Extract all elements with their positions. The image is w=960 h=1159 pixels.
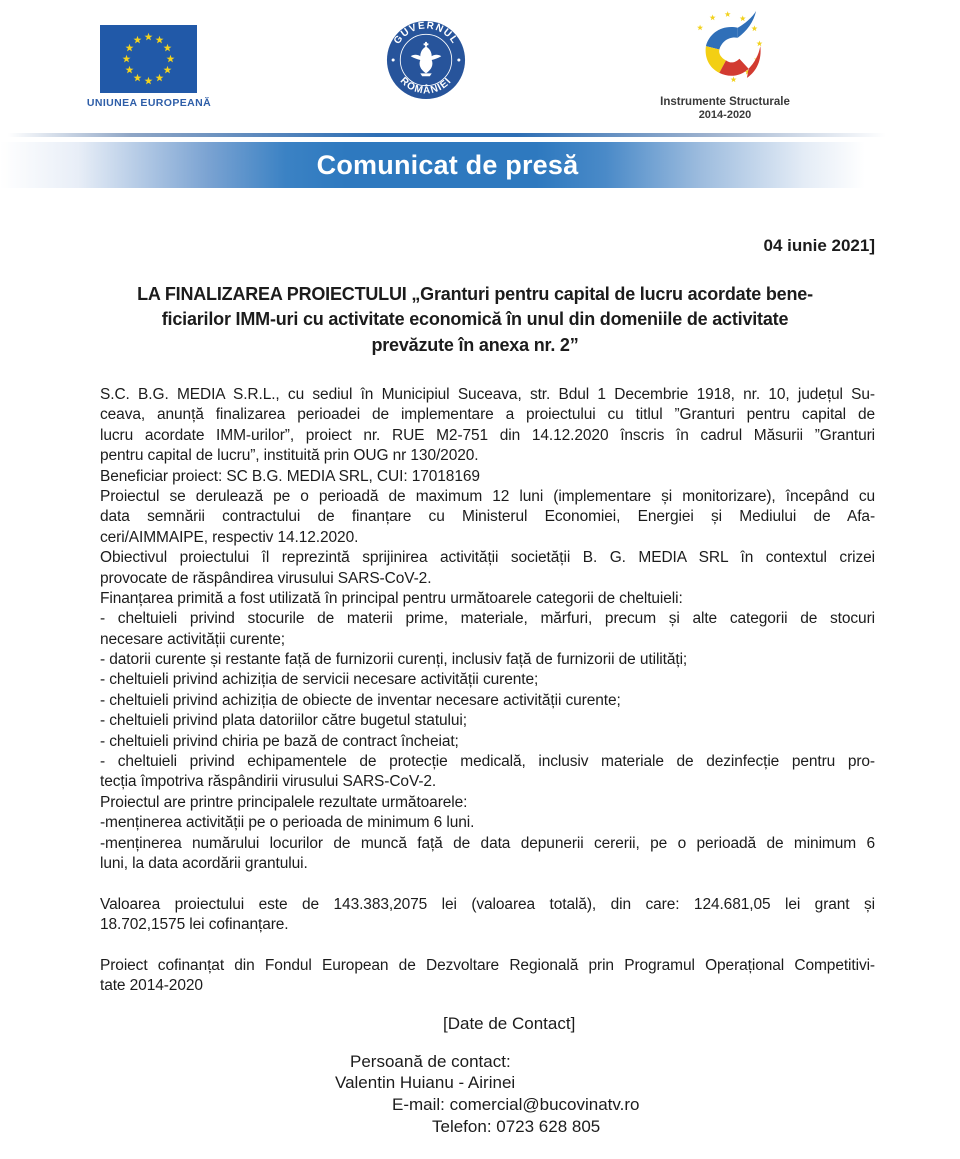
body-line: tate 2014-2020: [100, 977, 203, 995]
body-line: Finanțarea primită a fost utilizată în principal pentru următoarele categorii de cheltuieli:: [100, 589, 683, 607]
banner-top-rule: [8, 133, 886, 137]
body-line: Proiectul se derulează pe o perioadă de maximum 12 luni (implementare și monitorizare), începând cu: [100, 487, 875, 505]
body-line: provocate de răspândirea virusului SARS-CoV-2.: [100, 569, 432, 587]
body-line: - cheltuieli privind chiria pe bază de contract încheiat;: [100, 732, 459, 750]
body-line: - cheltuieli privind plata datoriilor către bugetul statului;: [100, 712, 467, 730]
body-block: [100, 385, 875, 997]
title-line: LA FINALIZAREA PROIECTULUI „Granturi pentru capital de lucru acordate bene-: [137, 284, 813, 304]
structural-instruments-label: Instrumente Structurale: [660, 96, 790, 108]
title-line: ficiarilor IMM-uri cu activitate economică în unul din domeniile de activitate: [161, 309, 789, 330]
body-line: 18.702,1575 lei cofinanțare.: [100, 916, 289, 934]
body-line: -menținerea activității pe o perioada de minimum 6 luni.: [100, 814, 475, 832]
body-line: Valoarea proiectului este de 143.383,2075 lei (valoarea totală), din care: 124.681,05 lei grant și: [100, 895, 875, 913]
contact-phone: Telefon: 0723 628 805: [432, 1117, 601, 1136]
contact-person-name: Valentin Huianu - Airinei: [335, 1073, 516, 1092]
banner-title: Comunicat de presă: [316, 150, 579, 180]
body-line: necesare activității curente;: [100, 630, 285, 648]
document-title: [90, 282, 860, 358]
body-line: tecția împotriva răspândirii virusului SARS-CoV-2.: [100, 773, 437, 791]
body-line: ceava, anunță finalizarea perioadei de implementare a proiectului cu titlul ”Granturi pentru capital de: [100, 406, 875, 424]
gov-seal-bottom-text: ROMÂNIEI: [397, 75, 455, 97]
contact-person-label: Persoană de contact:: [350, 1052, 511, 1071]
body-line: - datorii curente și restante față de furnizorii curenți, inclusiv față de furnizorii de utilități;: [100, 651, 688, 669]
eu-flag-label: UNIUNEA EUROPEANĂ: [86, 97, 212, 109]
body-line: S.C. B.G. MEDIA S.R.L., cu sediul în Municipiul Suceava, str. Bdul 1 Decembrie 1918, nr. 10, județul Su-: [100, 386, 875, 403]
body-line: - cheltuieli privind echipamentele de protecție medicală, inclusiv materiale de dezinfecție pentru pro-: [100, 753, 875, 771]
contact-header: [Date de Contact]: [443, 1014, 576, 1033]
romanian-government-seal-logo: [386, 20, 466, 100]
body-line: data semnării contractului de finanțare cu Ministerul Economiei, Energiei și Mediului de Afa-: [100, 508, 875, 526]
body-line: - cheltuieli privind achiziția de servicii necesare activității curente;: [100, 671, 539, 689]
body-line: -menținerea numărului locurilor de muncă față de data depunerii cererii, pe o perioadă de minimum 6: [100, 834, 875, 852]
body-line: [100, 936, 875, 956]
title-line: prevăzute în anexa nr. 2”: [371, 334, 579, 355]
body-line: Obiectivul proiectului îl reprezintă sprijinirea activității societății B. G. MEDIA SRL în contextul crizei: [100, 549, 875, 567]
body-line: - cheltuieli privind achiziția de obiecte de inventar necesare activității curente;: [100, 691, 621, 709]
body-line: Proiectul are printre principalele rezultate următoarele:: [100, 793, 468, 811]
contact-email: E-mail: comercial@bucovinatv.ro: [392, 1095, 640, 1114]
body-line: - cheltuieli privind stocurile de materii prime, materiale, mărfuri, precum și alte categorii de stocuri: [100, 610, 875, 628]
body-line: [100, 874, 875, 894]
structural-instruments-years: 2014-2020: [698, 109, 752, 121]
body-line: lucru acordate IMM-urilor”, proiect nr. RUE M2-751 din 14.12.2020 înscris în cadrul Măsurii ”Granturi: [100, 426, 875, 444]
gov-seal-top-text: GUVERNUL: [391, 20, 461, 47]
body-line: pentru capital de lucru”, instituită prin OUG nr 130/2020.: [100, 447, 479, 465]
body-line: Beneficiar proiect: SC B.G. MEDIA SRL, CUI: 17018169: [100, 467, 480, 485]
date-line: 04 iunie 2021]: [763, 236, 875, 255]
body-line: luni, la data acordării grantului.: [100, 854, 308, 872]
eu-flag-logo: [100, 25, 197, 93]
body-line: ceri/AIMMAIPE, respectiv 14.12.2020.: [100, 528, 359, 546]
structural-instruments-logo: [664, 6, 788, 98]
body-line: Proiect cofinanțat din Fondul European de Dezvoltare Regională prin Programul Operațional Competitivi-: [100, 956, 875, 974]
